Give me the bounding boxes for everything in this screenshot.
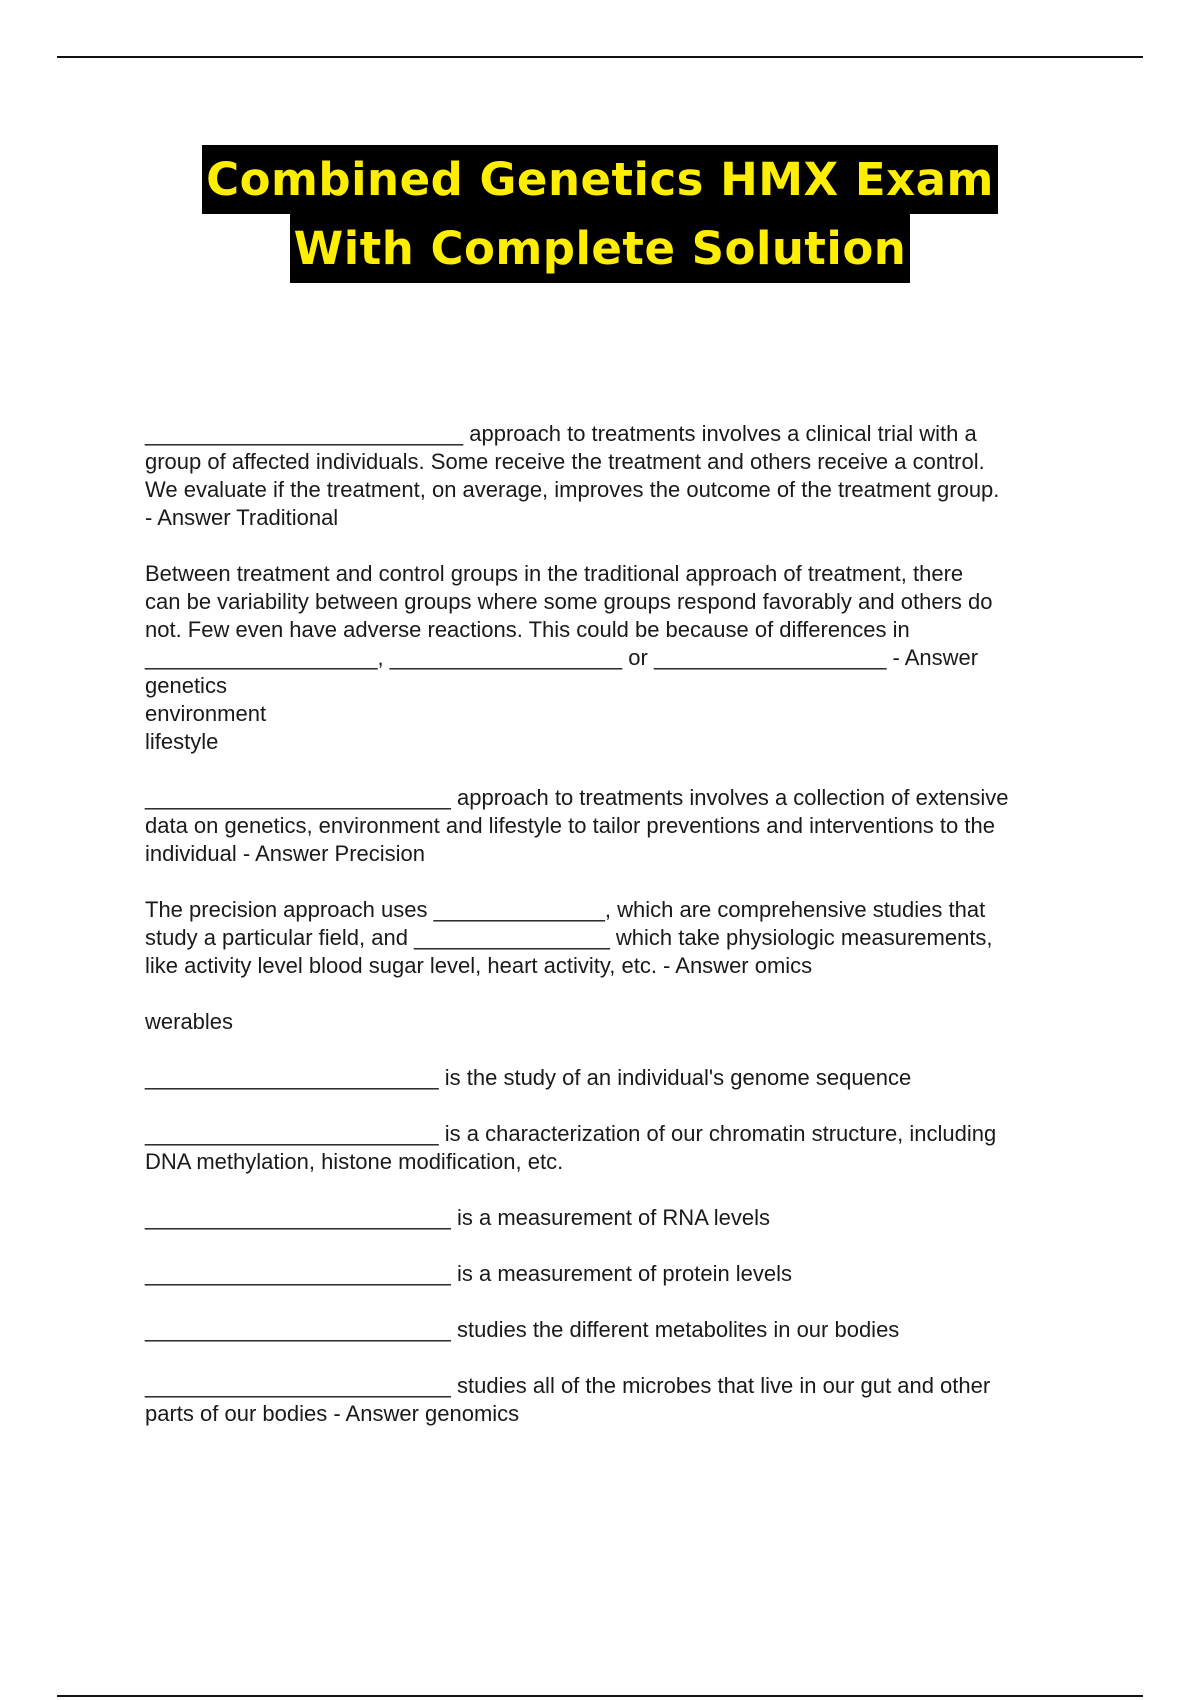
- question-line: The precision approach uses ______________, which are comprehensive studies that: [145, 897, 986, 922]
- question-line: can be variability between groups where some groups respond favorably and others do: [145, 589, 993, 614]
- question-line: like activity level blood sugar level, heart activity, etc. - Answer omics: [145, 953, 813, 978]
- question-item: [145, 896, 1095, 980]
- question-line: study a particular field, and ________________ which take physiologic measurements,: [145, 925, 993, 950]
- question-line: not. Few even have adverse reactions. This could be because of differences in: [145, 617, 910, 642]
- questions-list: [145, 420, 1095, 1456]
- question-line: ________________________ is the study of an individual's genome sequence: [145, 1065, 912, 1090]
- question-line: We evaluate if the treatment, on average, improves the outcome of the treatment group.: [145, 477, 1000, 502]
- question-line: __________________________ approach to treatments involves a clinical trial with a: [145, 421, 977, 446]
- question-line: lifestyle: [145, 729, 219, 754]
- question-line: _________________________ is a measurement of RNA levels: [145, 1205, 771, 1230]
- question-line: individual - Answer Precision: [145, 841, 426, 866]
- question-line: _________________________ studies all of the microbes that live in our gut and other: [145, 1373, 991, 1398]
- question-line: parts of our bodies - Answer genomics: [145, 1401, 520, 1426]
- question-line: werables: [145, 1009, 234, 1034]
- question-line: Between treatment and control groups in the traditional approach of treatment, there: [145, 561, 964, 586]
- question-line: - Answer Traditional: [145, 505, 339, 530]
- question-item: [145, 1372, 1095, 1428]
- question-line: data on genetics, environment and lifestyle to tailor preventions and interventions to the: [145, 813, 995, 838]
- question-line: group of affected individuals. Some receive the treatment and others receive a control.: [145, 449, 985, 474]
- footer-rule: [57, 1695, 1143, 1697]
- question-line: _________________________ approach to treatments involves a collection of extensive: [145, 785, 1009, 810]
- question-item: [145, 784, 1095, 868]
- header-rule: [57, 56, 1143, 58]
- question-item: [145, 560, 1095, 756]
- question-item: [145, 1008, 1095, 1036]
- question-line: environment: [145, 701, 267, 726]
- question-item: [145, 1260, 1095, 1288]
- question-item: [145, 1204, 1095, 1232]
- question-line: ___________________, ___________________ or ___________________ - Answer: [145, 645, 979, 670]
- title-line-2: With Complete Solution: [290, 214, 911, 283]
- question-item: [145, 420, 1095, 532]
- question-line: _________________________ is a measurement of protein levels: [145, 1261, 793, 1286]
- title-line-1: Combined Genetics HMX Exam: [202, 145, 998, 214]
- question-line: _________________________ studies the different metabolites in our bodies: [145, 1317, 900, 1342]
- question-line: ________________________ is a characterization of our chromatin structure, including: [145, 1121, 997, 1146]
- question-item: [145, 1316, 1095, 1344]
- question-item: [145, 1064, 1095, 1092]
- document-title: [0, 145, 1200, 283]
- question-line: genetics: [145, 673, 227, 698]
- question-item: [145, 1120, 1095, 1176]
- question-line: DNA methylation, histone modification, etc.: [145, 1149, 564, 1174]
